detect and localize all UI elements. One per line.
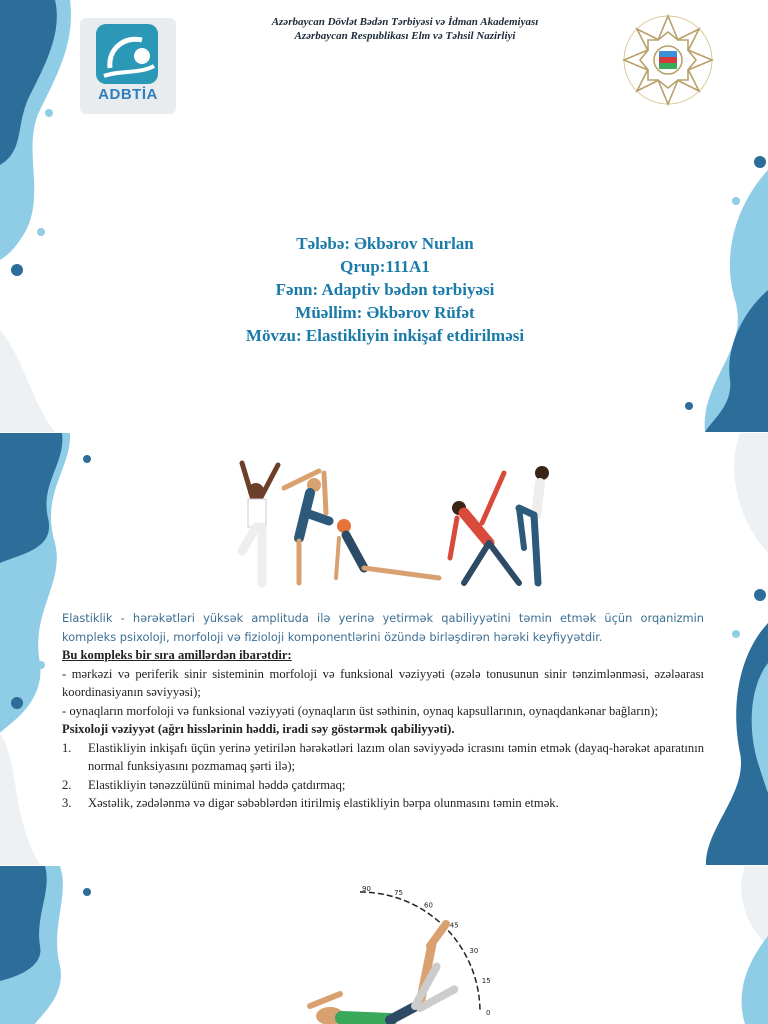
teacher-line: Müəllim: Əkbərov Rüfət [295,303,475,322]
list-item [62,794,704,813]
list-number: 1. [62,740,72,755]
content-slide [0,433,768,865]
subject-line: Fənn: Adaptiv bədən tərbiyəsi [275,280,495,299]
stretching-people-illustration [214,443,564,595]
psychological-heading: Psixoloji vəziyyət (ağrı hisslərinin həddi, iradi səy göstərmək qabiliyyəti). [62,722,455,736]
factor-joints: - oynaqların morfoloji və funksional vəziyyəti (oynaqların üst səthinin, oynaq kapsullarının, oynaqdankənar bağların); [62,703,658,718]
header-ministry: Azərbaycan Respublikası Elm və Təhsil Nazirliyi [294,30,516,42]
exercise-slide [0,866,768,1024]
definition-paragraph: Elastiklik - hərəkətləri yüksək amplituda ilə yerinə yetirmək qabiliyyətini təmin etmək üçün orqanizmin kompleks psixoloji, morfoloji və fizioloji komponentlərini özündə birləşdirən hərəki keyfiyyətdir. [62,611,704,644]
factor-nervous-system: - mərkəzi və periferik sinir sisteminin morfoloji və funksional vəziyyəti (əzələ tonusunun sinir tənzimlənməsi, əzələarası koordinasiyanın səviyyəsi); [62,666,704,699]
angle-label: 90 [362,885,371,893]
adbtia-logo [80,18,176,114]
angle-label: 30 [469,947,479,955]
angle-label: 60 [424,901,433,910]
topic-line: Mövzu: Elastikliyin inkişaf etdirilməsi [245,326,525,345]
slide-body [62,609,704,813]
list-text: Elastikliyin tənəzzülünü minimal həddə çatdırmaq; [88,777,346,792]
leg-raise-angle-illustration [270,884,520,1024]
title-slide [0,0,768,432]
angle-label: 45 [449,921,459,930]
list-text: Elastikliyin inkişafı üçün yerinə yetirilən hərəkətləri lazım olan səviyyədə icrasını təmin etmək (dayaq-hərəkət aparatının normal funksiyasını pozmamaq şərti ilə); [88,740,704,773]
list-text: Xəstəlik, zədələnmə və digər səbəblərdən itirilmiş elastikliyin bərpa olunmasını təmin etmək. [88,796,559,810]
angle-label: 0 [486,1009,491,1017]
title-block [170,232,600,347]
student-line: Tələbə: Əkbərov Nurlan [296,234,474,253]
angle-label: 15 [481,976,491,985]
logo-text: ADBTİA [98,86,158,103]
list-number: 2. [62,777,72,792]
list-item [62,739,704,776]
header-academy: Azərbaycan Dövlət Bədən Tərbiyəsi və İdman Akademiyası [271,16,539,28]
list-item [62,776,704,795]
group-line: Qrup:111A1 [340,257,430,276]
list-number: 3. [62,796,72,810]
complex-heading: Bu kompleks bir sıra amillərdən ibarətdir: [62,648,292,662]
state-emblem-icon [616,8,720,112]
angle-label: 75 [394,889,404,898]
